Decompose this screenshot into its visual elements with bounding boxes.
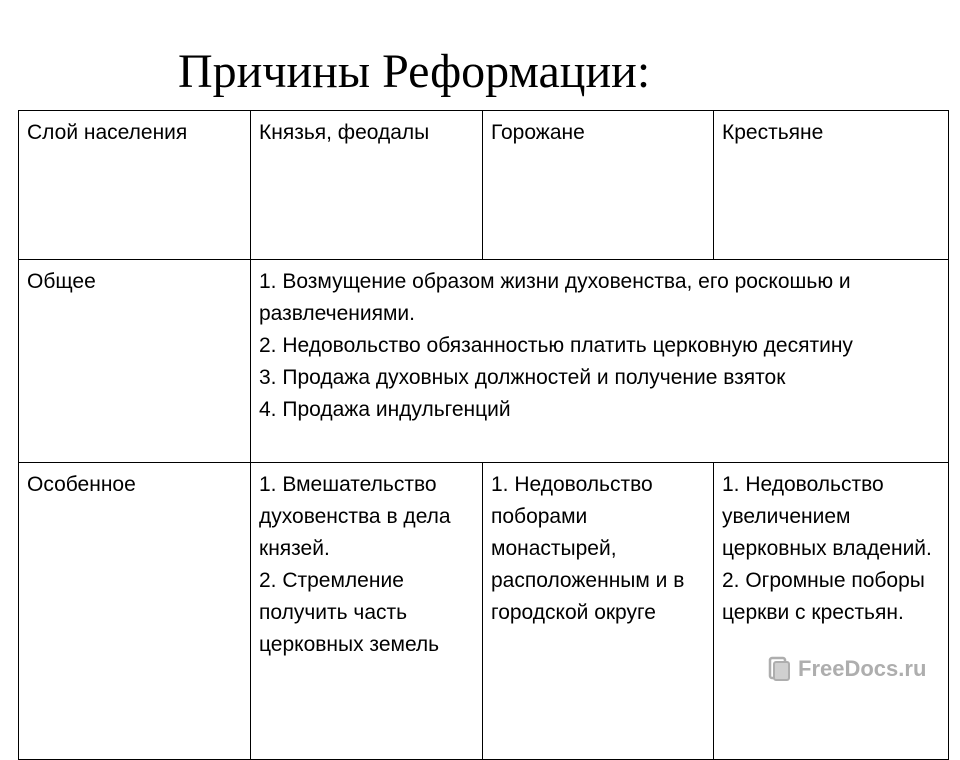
header-cell-princes: Князья, феодалы [251, 111, 483, 260]
special-princes-cell [251, 463, 483, 760]
row-label-common: Общее [19, 260, 251, 463]
table-row-special [19, 463, 949, 760]
common-cause-item: 1. Возмущение образом жизни духовенства, его роскошью и развлечениями. [259, 270, 851, 325]
table-row-common [19, 260, 949, 463]
special-cause-item: 2. Огромные поборы церкви с крестьян. [722, 569, 925, 624]
table-header-row [19, 111, 949, 260]
row-label-special: Особенное [19, 463, 251, 760]
common-cause-item: 2. Недовольство обязанностью платить церковную десятину [259, 334, 853, 357]
special-townspeople-cell [483, 463, 714, 760]
special-cause-item: 1. Вмешательство духовенства в дела князей. [259, 473, 451, 560]
watermark [766, 656, 926, 682]
common-cause-item: 3. Продажа духовных должностей и получение взяток [259, 366, 786, 389]
watermark-text: FreeDocs.ru [798, 656, 927, 681]
special-cause-item: 1. Недовольство поборами монастырей, расположенным и в городской округе [491, 473, 685, 624]
header-cell-peasants: Крестьяне [714, 111, 949, 260]
header-cell-layer: Слой населения [19, 111, 251, 260]
special-cause-item: 1. Недовольство увеличением церковных владений. [722, 473, 932, 560]
document-icon [766, 656, 792, 682]
special-cause-item: 2. Стремление получить часть церковных земель [259, 569, 440, 656]
page-title: Причины Реформации: [178, 45, 651, 98]
common-cause-item: 4. Продажа индульгенций [259, 398, 511, 421]
common-causes-cell [251, 260, 949, 463]
special-peasants-cell [714, 463, 949, 760]
header-cell-townspeople: Горожане [483, 111, 714, 260]
